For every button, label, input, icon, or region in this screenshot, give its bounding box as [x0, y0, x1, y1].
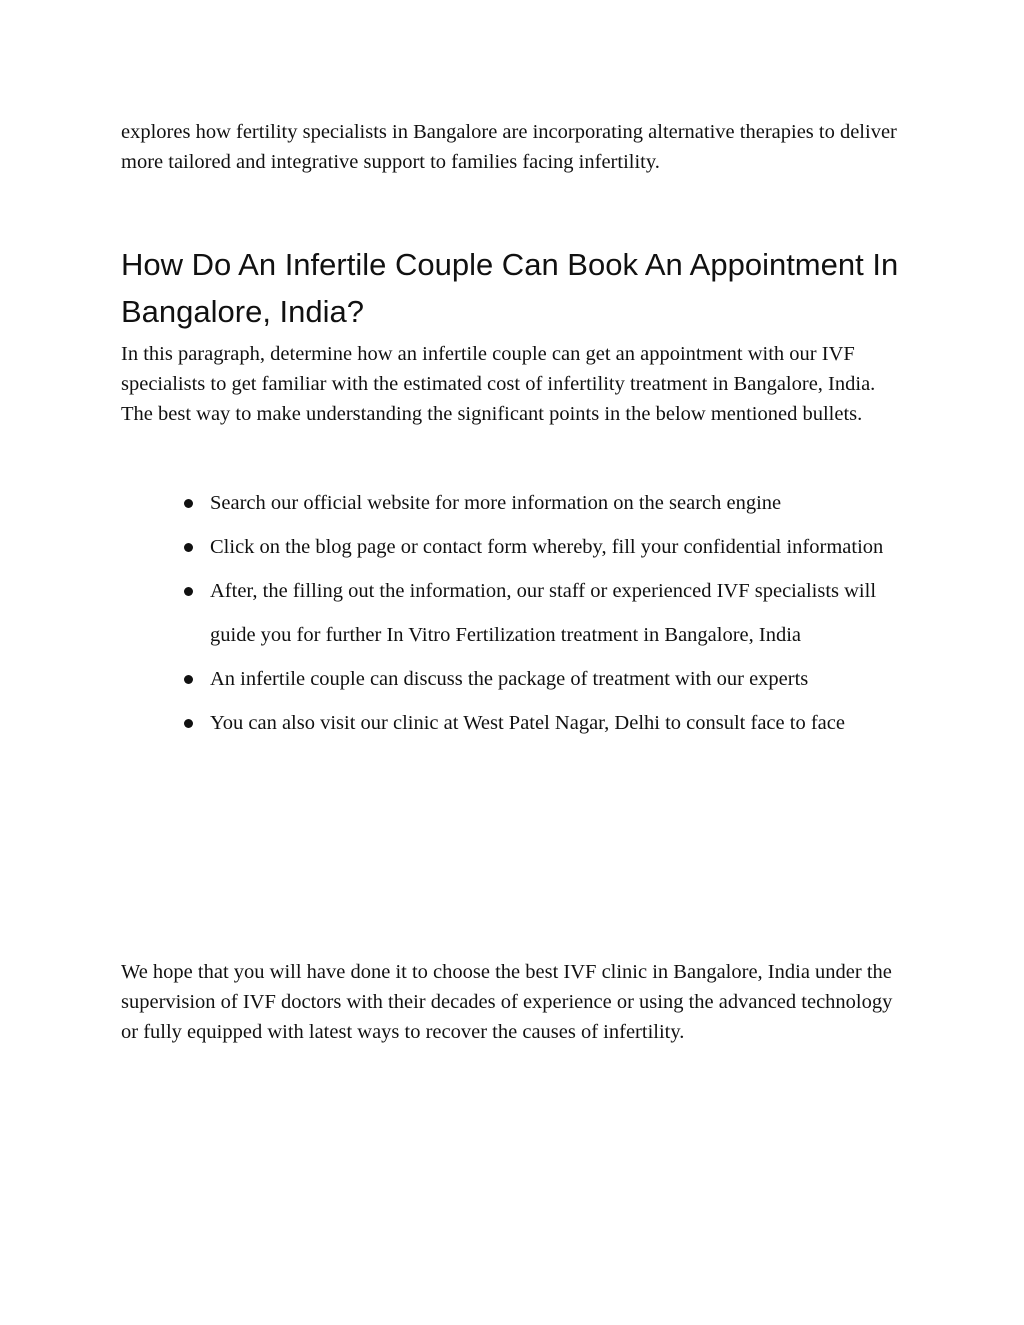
section-heading: How Do An Infertile Couple Can Book An Appointment In Bangalore, India? — [121, 247, 899, 329]
bullet-text: An infertile couple can discuss the package of treatment with our experts — [210, 668, 809, 690]
bullet-dot-icon — [184, 675, 193, 684]
bullet-text: Click on the blog page or contact form whereby, fill your confidential information — [210, 536, 884, 558]
bullet-item — [121, 525, 911, 569]
bullet-item — [121, 569, 911, 657]
bullet-dot-icon — [184, 719, 193, 728]
bullet-text: Search our official website for more information on the search engine — [210, 492, 782, 514]
closing-paragraph: We hope that you will have done it to choose the best IVF clinic in Bangalore, India under the supervision of IVF doctors with their decades of experience or using the advanced technology or fully equipped with latest ways to recover the causes of infertility. — [121, 961, 893, 1043]
bullet-item — [121, 481, 911, 525]
bullet-item — [121, 701, 911, 745]
bullet-text: After, the filling out the information, our staff or experienced IVF specialists will guide you for further In Vitro Fertilization treatment in Bangalore, India — [210, 580, 877, 646]
bullet-text: You can also visit our clinic at West Patel Nagar, Delhi to consult face to face — [210, 712, 845, 734]
bullet-dot-icon — [184, 587, 193, 596]
bullet-dot-icon — [184, 499, 193, 508]
intro-paragraph: explores how fertility specialists in Bangalore are incorporating alternative therapies to deliver more tailored and integrative support to families facing infertility. — [121, 121, 897, 173]
bullet-list — [121, 481, 911, 745]
bullet-dot-icon — [184, 543, 193, 552]
lead-paragraph: In this paragraph, determine how an infertile couple can get an appointment with our IVF specialists to get familiar with the estimated cost of infertility treatment in Bangalore, India. The best way to make understanding the significant points in the below mentioned bullets. — [121, 343, 876, 425]
bullet-item — [121, 657, 911, 701]
